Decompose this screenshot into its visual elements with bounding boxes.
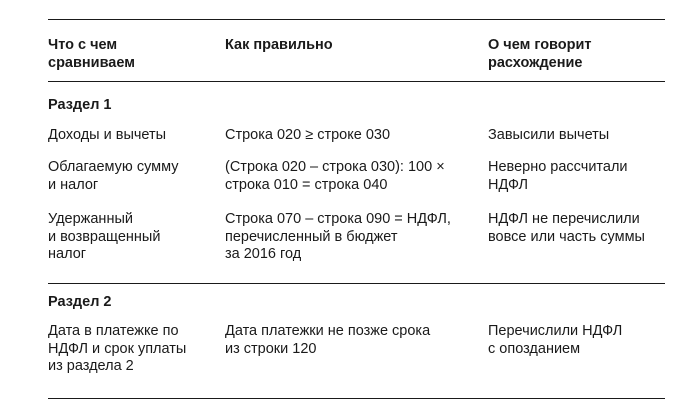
table-cell-meaning: Перечислили НДФЛ с опозданием [488, 323, 623, 357]
table-cell-meaning: Завысили вычеты [488, 127, 610, 143]
header-what-compare: Что с чем сравниваем [48, 37, 135, 71]
table-cell-meaning: НДФЛ не перечислили вовсе или часть суммы [488, 211, 645, 245]
table-cell-correct: Дата платежки не позже срока из строки 120 [225, 323, 431, 357]
section-title-2: Раздел 2 [48, 294, 112, 310]
table-cell-correct: Строка 070 – строка 090 = НДФЛ, перечисленный в бюджет за 2016 год [225, 211, 451, 262]
table-cell-correct: Строка 020 ≥ строке 030 [225, 127, 391, 143]
header-divider [48, 81, 665, 82]
table-cell-what: Доходы и вычеты [48, 127, 167, 143]
table-cell-what: Облагаемую сумму и налог [48, 159, 179, 193]
table-top-rule [48, 19, 665, 20]
table-cell-correct: (Строка 020 – строка 030): 100 × строка 010 = строка 040 [225, 159, 445, 193]
table-cell-meaning: Неверно рассчитали НДФЛ [488, 159, 628, 193]
table-cell-what: Удержанный и возвращенный налог [48, 211, 161, 262]
header-discrepancy-meaning: О чем говорит расхождение [488, 37, 592, 71]
table-cell-what: Дата в платежке по НДФЛ и срок уплаты из раздела 2 [48, 323, 187, 374]
header-how-correct: Как правильно [225, 37, 333, 53]
section-divider [48, 283, 665, 284]
table-bottom-rule [48, 398, 665, 399]
section-title-1: Раздел 1 [48, 97, 112, 113]
